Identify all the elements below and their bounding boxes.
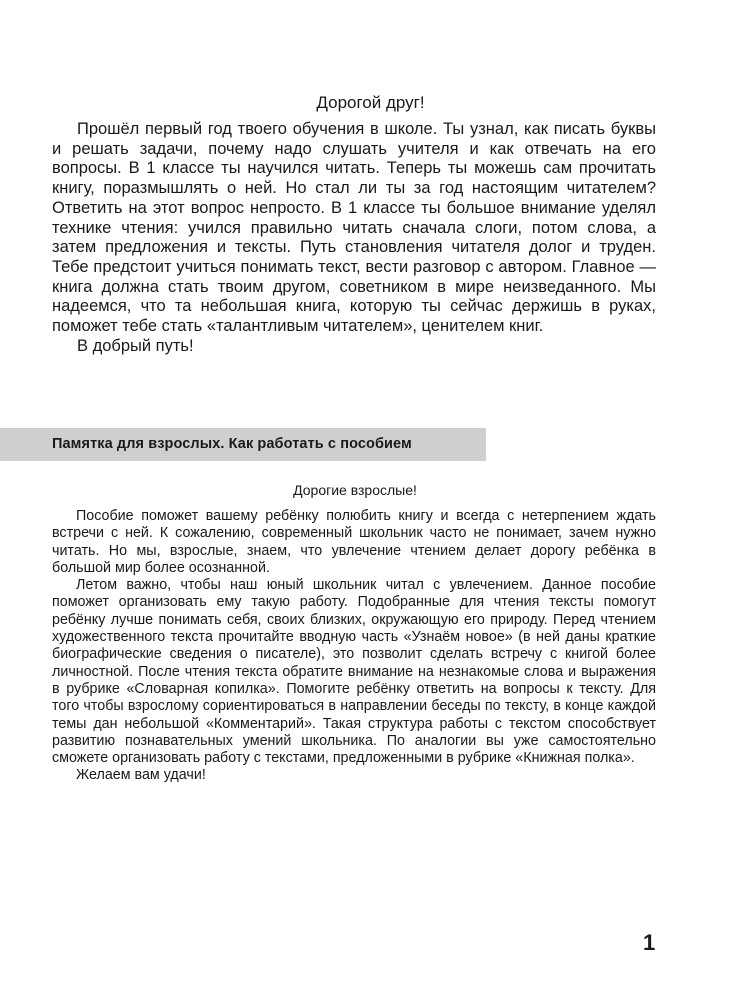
letter-body [52,120,656,356]
memo-heading: Памятка для взрослых. Как работать с пособием [52,436,412,452]
memo-paragraph: Пособие поможет вашему ребёнку полюбить книгу и всегда с нетерпением ждать встречи с ней. К сожалению, современный школьник часто не понимает, зачем нужно читать. Но мы, взрослые, знаем, что увлечение чтением делает дорогу ребёнка в большой мир более осознанной. [52,508,656,576]
letter-closing: В добрый путь! [77,336,194,355]
memo-body [52,508,656,785]
letter-greeting: Дорогой друг! [316,93,425,112]
page-number: 1 [643,930,656,955]
memo-closing: Желаем вам удачи! [76,767,206,784]
memo-greeting: Дорогие взрослые! [293,482,417,498]
letter-paragraph: Прошёл первый год твоего обучения в школе. Ты узнал, как писать буквы и решать задачи, почему надо слушать учителя и как отвечать на его вопросы. В 1 классе ты научился читать. Теперь ты можешь сам прочитать книгу, поразмышлять о ней. Но стал ли ты за год настоящим читателем? Ответить на этот вопрос непросто. В 1 классе ты большое внимание уделял технике чтения: учился правильно читать сначала слоги, потом слова, а затем предложения и тексты. Путь становления читателя долог и труден. Тебе предстоит учиться понимать текст, вести разговор с автором. Главное — книга должна стать твоим другом, советником в мире неизведанного. Мы надеемся, что та небольшая книга, которую ты сейчас держишь в руках, поможет тебе стать «талантливым читателем», ценителем книг. [52,120,656,336]
memo-paragraph: Летом важно, чтобы наш юный школьник читал с увлечением. Данное пособие поможет организовать ему такую работу. Подобранные для чтения тексты помогут ребёнку лучше понимать себя, своих близких, окружающую его природу. Перед чтением художественного текста прочитайте вводную часть «Узнаём новое» (в ней даны краткие биографические сведения о писателе), это позволит сделать встречу с книгой более личностной. После чтения текста обратите внимание на незнакомые слова и выражения в рубрике «Словарная копилка». Помогите ребёнку ответить на вопросы к тексту. Для того чтобы взрослому сориентироваться в направлении беседы по тексту, в конце каждой темы дан небольшой «Комментарий». Такая структура работы с текстом способствует развитию познавательных умений школьника. По аналогии вы уже самостоятельно сможете организовать работу с текстами, предложенными в рубрике «Книжная полка». [52,577,656,767]
memo-heading-bar [0,428,486,461]
